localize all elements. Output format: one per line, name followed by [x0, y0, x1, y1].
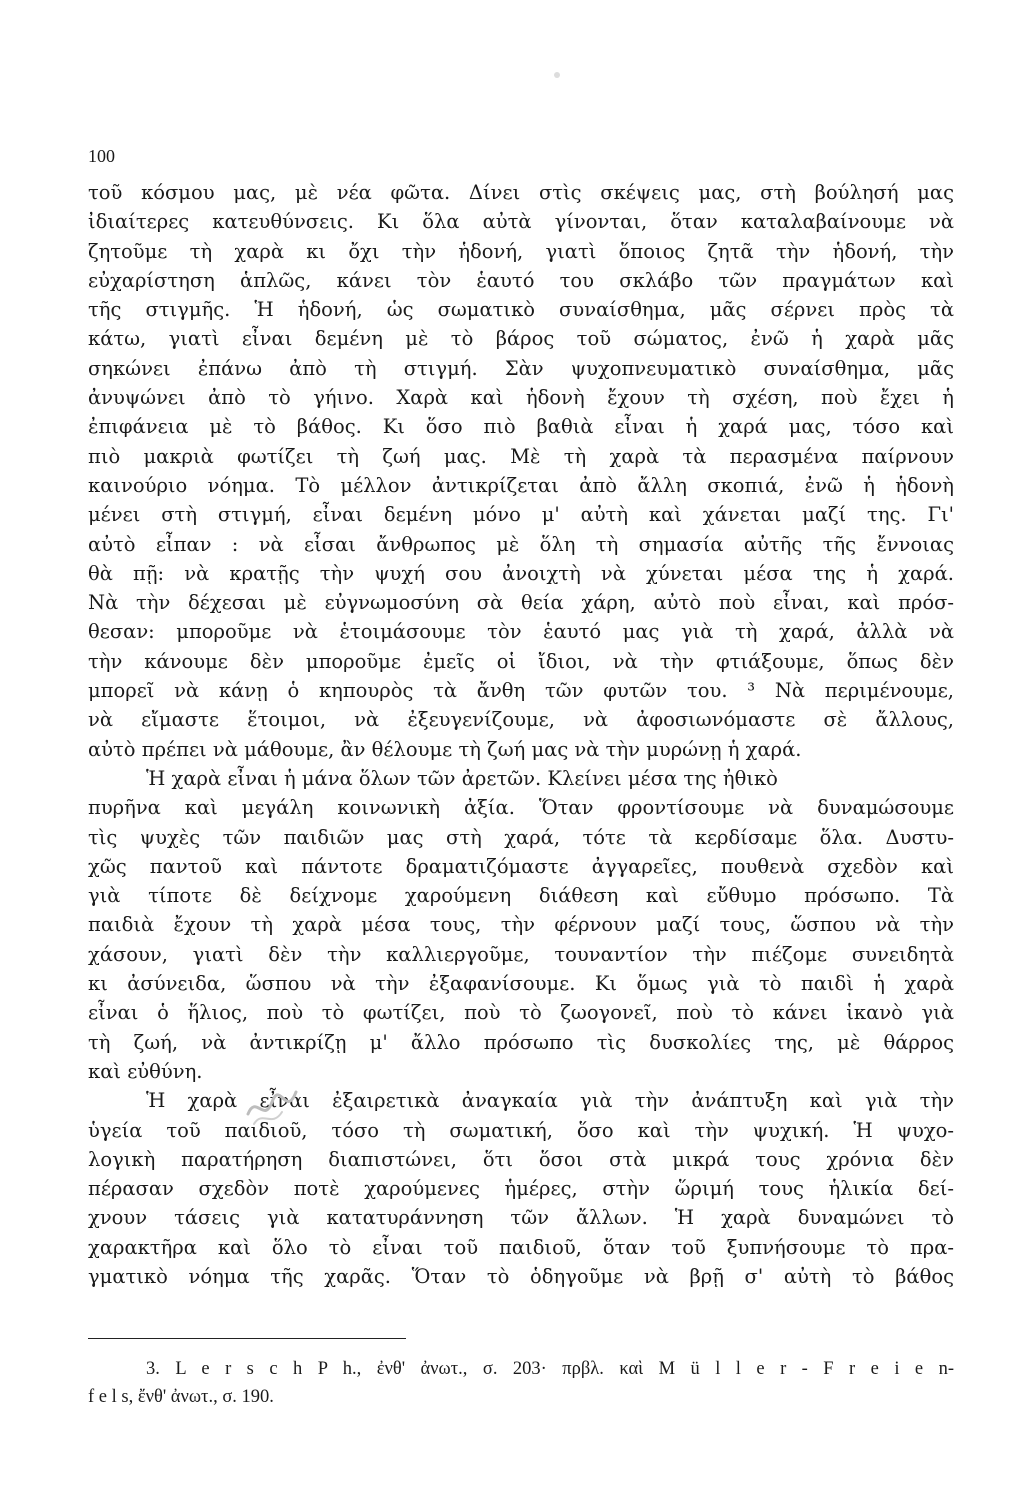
text-line: τὶς ψυχὲς τῶν παιδιῶν μας στὴ χαρά, τότε τὰ κερδίσαμε ὅλα. Δυστυ- — [88, 825, 954, 849]
text-line: μένει στὴ στιγμή, εἶναι δεμένη μόνο μ' αὐτὴ καὶ χάνεται μαζί της. Γι' — [88, 503, 954, 527]
text-line: μπορεῖ νὰ κάνῃ ὁ κηπουρὸς τὰ ἄνθη τῶν φυτῶν του. ³ Νὰ περιμένουμε, — [88, 679, 954, 703]
footnote-line: 3. L e r s c h P h., ἐνθ' ἀνωτ., σ. 203· πρβλ. καὶ M ü l l e r - F r e i e n- — [146, 1359, 954, 1379]
text-line: τὴ ζωή, νὰ ἀντικρίζῃ μ' ἄλλο πρόσωπο τὶς δυσκολίες της, μὲ θάρρος — [88, 1030, 954, 1054]
body-text — [88, 178, 954, 1291]
text-line: ἐπιφάνεια μὲ τὸ βάθος. Κι ὅσο πιὸ βαθιὰ εἶναι ἡ χαρά μας, τόσο καὶ — [88, 415, 954, 439]
text-line: αὐτὸ πρέπει νὰ μάθουμε, ἂν θέλουμε τὴ ζωή μας νὰ τὴν μυρώνῃ ἡ χαρά. — [88, 737, 802, 761]
speck — [554, 72, 560, 78]
footnote-divider — [88, 1338, 406, 1339]
text-line: Ἡ χαρὰ εἶναι ἐξαιρετικὰ ἀναγκαία γιὰ τὴν ἀνάπτυξη καὶ γιὰ τὴν — [146, 1089, 954, 1113]
text-line: καινούριο νόημα. Τὸ μέλλον ἀντικρίζεται ἀπὸ ἄλλη σκοπιά, ἐνῶ ἡ ἡδονὴ — [88, 473, 954, 497]
text-line: νὰ εἴμαστε ἕτοιμοι, νὰ ἐξευγενίζουμε, νὰ ἀφοσιωνόμαστε σὲ ἄλλους, — [88, 708, 954, 732]
text-line: παιδιὰ ἔχουν τὴ χαρὰ μέσα τους, τὴν φέρνουν μαζί τους, ὥσπου νὰ τὴν — [88, 913, 954, 937]
text-line: Νὰ τὴν δέχεσαι μὲ εὐγνωμοσύνη σὰ θεία χάρη, αὐτὸ ποὺ εἶναι, καὶ πρόσ- — [88, 591, 954, 615]
text-line: θὰ πῇ: νὰ κρατῇς τὴν ψυχή σου ἀνοιχτὴ νὰ χύνεται μέσα της ἡ χαρά. — [88, 561, 954, 585]
text-line: αὐτὸ εἶπαν : νὰ εἶσαι ἄνθρωπος μὲ ὅλη τὴ σημασία αὐτῆς τῆς ἔννοιας — [88, 532, 954, 556]
text-line: γματικὸ νόημα τῆς χαρᾶς. Ὅταν τὸ ὁδηγοῦμε νὰ βρῇ σ' αὐτὴ τὸ βάθος — [88, 1264, 954, 1288]
text-line: ἀνυψώνει ἀπὸ τὸ γήινο. Χαρὰ καὶ ἡδονὴ ἔχουν τὴ σχέση, ποὺ ἔχει ἡ — [88, 386, 954, 410]
text-line: πυρῆνα καὶ μεγάλη κοινωνικὴ ἀξία. Ὅταν φροντίσουμε νὰ δυναμώσουμε — [88, 796, 954, 820]
text-line: καὶ εὐθύνη. — [88, 1059, 203, 1083]
text-line: χνουν τάσεις γιὰ κατατυράννηση τῶν ἄλλων. Ἡ χαρὰ δυναμώνει τὸ — [88, 1206, 954, 1230]
text-line: σηκώνει ἐπάνω ἀπὸ τὴ στιγμή. Σὰν ψυχοπνευματικὸ συναίσθημα, μᾶς — [88, 356, 954, 380]
text-line: γιὰ τίποτε δὲ δείχνομε χαρούμενη διάθεση καὶ εὔθυμο πρόσωπο. Τὰ — [88, 884, 954, 908]
text-line: κι ἀσύνειδα, ὥσπου νὰ τὴν ἐξαφανίσουμε. Κι ὅμως γιὰ τὸ παιδὶ ἡ χαρὰ — [88, 972, 954, 996]
text-line: εἶναι ὁ ἥλιος, ποὺ τὸ φωτίζει, ποὺ τὸ ζωογονεῖ, ποὺ τὸ κάνει ἱκανὸ γιὰ — [88, 1001, 954, 1025]
footnote-line: f e l s, ἔνθ' ἀνωτ., σ. 190. — [88, 1387, 274, 1407]
text-line: κάτω, γιατὶ εἶναι δεμένη μὲ τὸ βάρος τοῦ σώματος, ἐνῶ ἡ χαρὰ μᾶς — [88, 327, 954, 351]
pencil-mark — [242, 1084, 302, 1130]
text-line: χάσουν, γιατὶ δὲν τὴν καλλιεργοῦμε, τουναντίον τὴν πιέζομε συνειδητὰ — [88, 942, 954, 966]
text-line: ἰδιαίτερες κατευθύνσεις. Κι ὅλα αὐτὰ γίνονται, ὅταν καταλαβαίνουμε νὰ — [88, 210, 954, 234]
text-line: ζητοῦμε τὴ χαρὰ κι ὄχι τὴν ἡδονή, γιατὶ ὅποιος ζητᾶ τὴν ἡδονή, τὴν — [88, 239, 954, 263]
page-number: 100 — [88, 146, 115, 166]
text-line: τὴν κάνουμε δὲν μποροῦμε ἐμεῖς οἱ ἴδιοι, νὰ τὴν φτιάξουμε, ὅπως δὲν — [88, 649, 954, 673]
text-line: πέρασαν σχεδὸν ποτὲ χαρούμενες ἡμέρες, στὴν ὥριμή τους ἡλικία δεί- — [88, 1177, 954, 1201]
text-line: εὐχαρίστηση ἁπλῶς, κάνει τὸν ἑαυτό του σκλάβο τῶν πραγμάτων καὶ — [88, 268, 954, 292]
text-line: τοῦ κόσμου μας, μὲ νέα φῶτα. Δίνει στὶς σκέψεις μας, στὴ βούλησή μας — [88, 181, 954, 204]
text-line: Ἡ χαρὰ εἶναι ἡ μάνα ὅλων τῶν ἀρετῶν. Κλείνει μέσα της ἠθικὸ — [146, 766, 778, 790]
text-line: ὑγεία τοῦ παιδιοῦ, τόσο τὴ σωματική, ὅσο καὶ τὴν ψυχική. Ἡ ψυχο- — [88, 1118, 954, 1142]
footnotes — [88, 1355, 954, 1411]
text-line: θεσαν: μποροῦμε νὰ ἑτοιμάσουμε τὸν ἑαυτό μας γιὰ τὴ χαρά, ἀλλὰ νὰ — [88, 620, 954, 644]
text-line: τῆς στιγμῆς. Ἡ ἡδονή, ὡς σωματικὸ συναίσθημα, μᾶς σέρνει πρὸς τὰ — [88, 298, 954, 322]
text-line: χαρακτῆρα καὶ ὅλο τὸ εἶναι τοῦ παιδιοῦ, ὅταν τοῦ ξυπνήσουμε τὸ πρα- — [88, 1235, 954, 1259]
text-line: λογικὴ παρατήρηση διαπιστώνει, ὅτι ὅσοι στὰ μικρά τους χρόνια δὲν — [88, 1147, 954, 1171]
text-line: χῶς παντοῦ καὶ πάντοτε δραματιζόμαστε ἀγγαρεῖες, πουθενὰ σχεδὸν καὶ — [88, 854, 954, 878]
text-line: πιὸ μακριὰ φωτίζει τὴ ζωή μας. Μὲ τὴ χαρὰ τὰ περασμένα παίρνουν — [88, 444, 954, 468]
